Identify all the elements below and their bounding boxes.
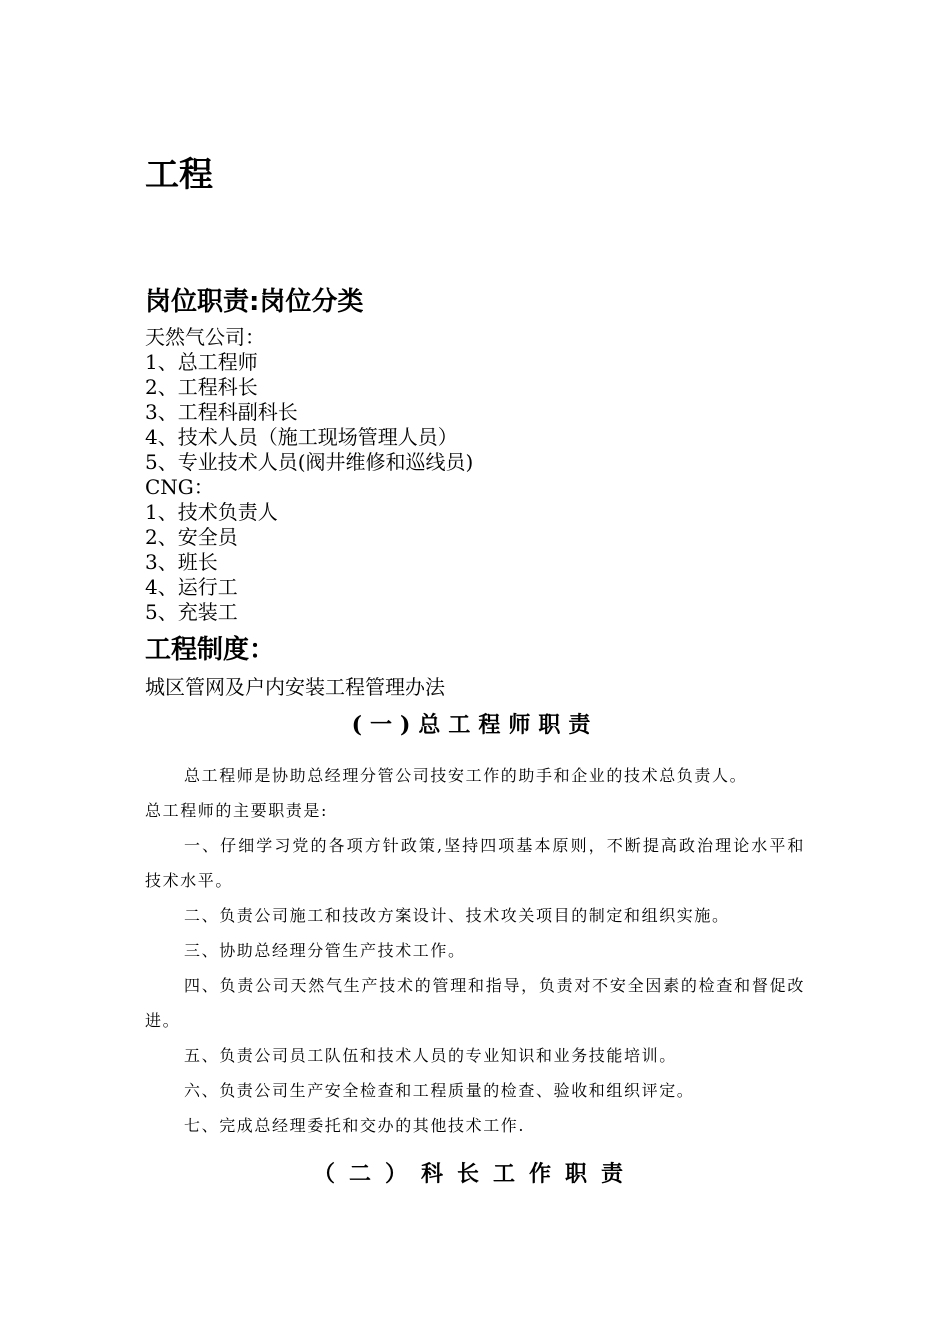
paragraph: 六、负责公司生产安全检查和工程质量的检查、验收和组织评定。: [184, 1081, 695, 1100]
list-item: 2、工程科长: [145, 375, 258, 399]
paragraph: 总工程师的主要职责是:: [145, 801, 328, 820]
paragraph: 总工程师是协助总经理分管公司技安工作的助手和企业的技术总负责人。: [184, 766, 748, 785]
section-chief-title: （二）科长工作职责: [312, 1161, 637, 1187]
list-item: 1、总工程师: [145, 350, 258, 374]
list-item: 1、技术负责人: [145, 500, 278, 524]
paragraph: 三、协助总经理分管生产技术工作。: [184, 941, 466, 960]
list-item: 3、班长: [145, 550, 218, 574]
paragraph: 二、负责公司施工和技改方案设计、技术攻关项目的制定和组织实施。: [184, 906, 730, 925]
list-item: 天然气公司：: [145, 325, 265, 349]
page-title: 工程: [145, 155, 213, 195]
paragraph: 七、完成总经理委托和交办的其他技术工作.: [184, 1116, 526, 1135]
role-list: [145, 325, 473, 625]
list-item: 3、工程科副科长: [145, 400, 298, 424]
chief-engineer-body: [145, 758, 805, 1143]
list-item: 4、运行工: [145, 575, 238, 599]
paragraph: 四、负责公司天然气生产技术的管理和指导，负责对不安全因素的检查和督促改进。: [145, 976, 805, 1030]
list-item: CNG：: [145, 475, 214, 499]
system-heading: 工程制度：: [145, 635, 276, 665]
list-item: 5、专业技术人员(阀井维修和巡线员): [145, 450, 474, 474]
list-item: 4、技术人员（施工现场管理人员）: [145, 425, 458, 449]
paragraph: 五、负责公司员工队伍和技术人员的专业知识和业务技能培训。: [184, 1046, 677, 1065]
duties-heading: 岗位职责:岗位分类: [145, 287, 364, 317]
list-item: 2、安全员: [145, 525, 238, 549]
chief-engineer-title: (一)总工程师职责: [351, 712, 599, 738]
paragraph: 一、仔细学习党的各项方针政策,坚持四项基本原则，不断提高政治理论水平和技术水平。: [145, 836, 805, 890]
list-item: 5、充装工: [145, 600, 238, 624]
system-document-name: 城区管网及户内安装工程管理办法: [145, 675, 445, 699]
